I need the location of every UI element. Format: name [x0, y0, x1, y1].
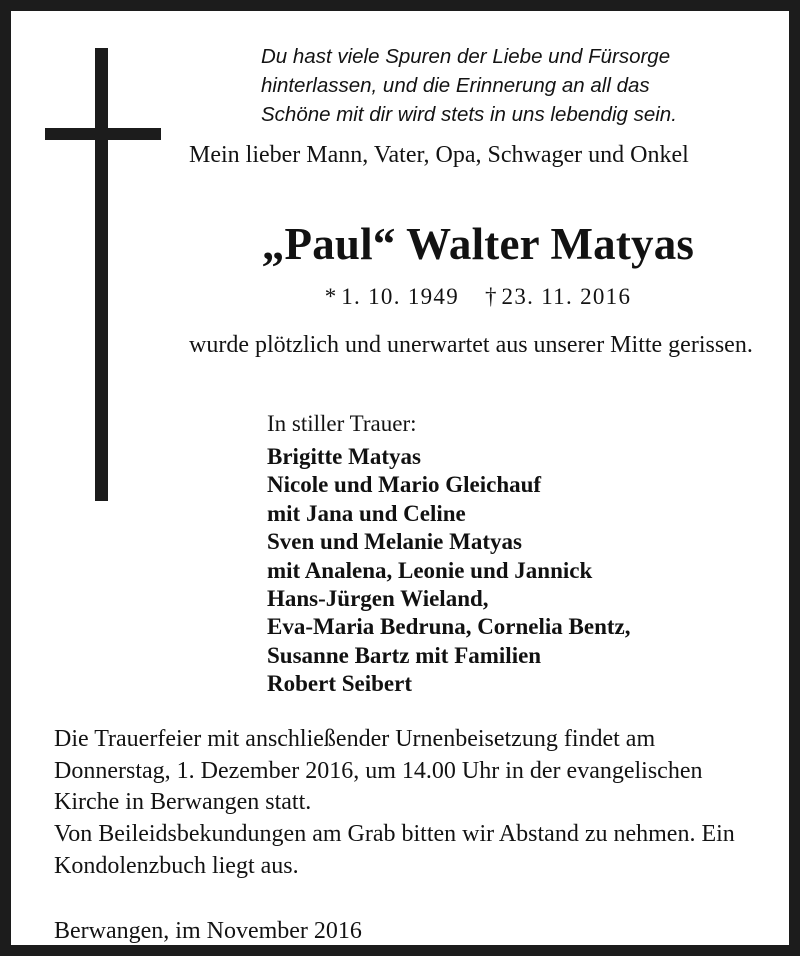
mourner-line: Brigitte Matyas: [267, 444, 421, 469]
passage-text: wurde plötzlich und unerwartet aus unserer Mitte gerissen.: [189, 332, 753, 358]
epitaph-line: Du hast viele Spuren der Liebe und Fürsorge: [261, 45, 671, 68]
died-date: 23. 11. 2016: [501, 284, 632, 309]
mourners-block: [267, 408, 767, 699]
mourner-line: Nicole und Mario Gleichauf: [267, 472, 542, 498]
cross-horizontal-bar: [45, 128, 161, 140]
service-details: Die Trauerfeier mit anschließender Urnenbeisetzung findet am Donnerstag, 1. Dezember 2016, um 14.00 Uhr in der evangelischen Kirche in Berwangen statt.: [54, 726, 703, 815]
mourner-line: Hans-Jürgen Wieland,: [267, 586, 489, 612]
born-date: 1. 10. 1949: [341, 284, 460, 309]
cross-vertical-bar: [95, 48, 108, 501]
born-symbol: *: [324, 284, 337, 309]
mourner-line: mit Jana und Celine: [267, 500, 466, 526]
notice-card: [11, 11, 789, 945]
mourner-line: Eva-Maria Bedruna, Cornelia Bentz,: [267, 614, 631, 640]
christian-cross-icon: [45, 48, 175, 508]
place-and-date: Berwangen, im November 2016: [54, 918, 362, 944]
mourner-line: Sven und Melanie Matyas: [267, 529, 522, 555]
epitaph-line: Schöne mit dir wird stets in uns lebendig sein.: [261, 103, 677, 126]
mourner-line: Susanne Bartz mit Familien: [267, 642, 542, 668]
deceased-name: „Paul“ Walter Matyas: [261, 219, 695, 269]
relation-text: Mein lieber Mann, Vater, Opa, Schwager und Onkel: [189, 142, 689, 168]
epitaph-verse: [261, 42, 766, 129]
life-dates: [189, 282, 767, 312]
mourners-names: [267, 443, 767, 699]
condolence-request: Von Beileidsbekundungen am Grab bitten wir Abstand zu nehmen. Ein Kondolenzbuch liegt aus.: [54, 821, 735, 879]
died-symbol: †: [485, 284, 497, 309]
mourners-lead: In stiller Trauer:: [267, 411, 417, 436]
mourner-line: Robert Seibert: [267, 671, 412, 697]
mourner-line: mit Analena, Leonie und Jannick: [267, 557, 593, 583]
epitaph-line: hinterlassen, und die Erinnerung an all das: [261, 74, 650, 97]
